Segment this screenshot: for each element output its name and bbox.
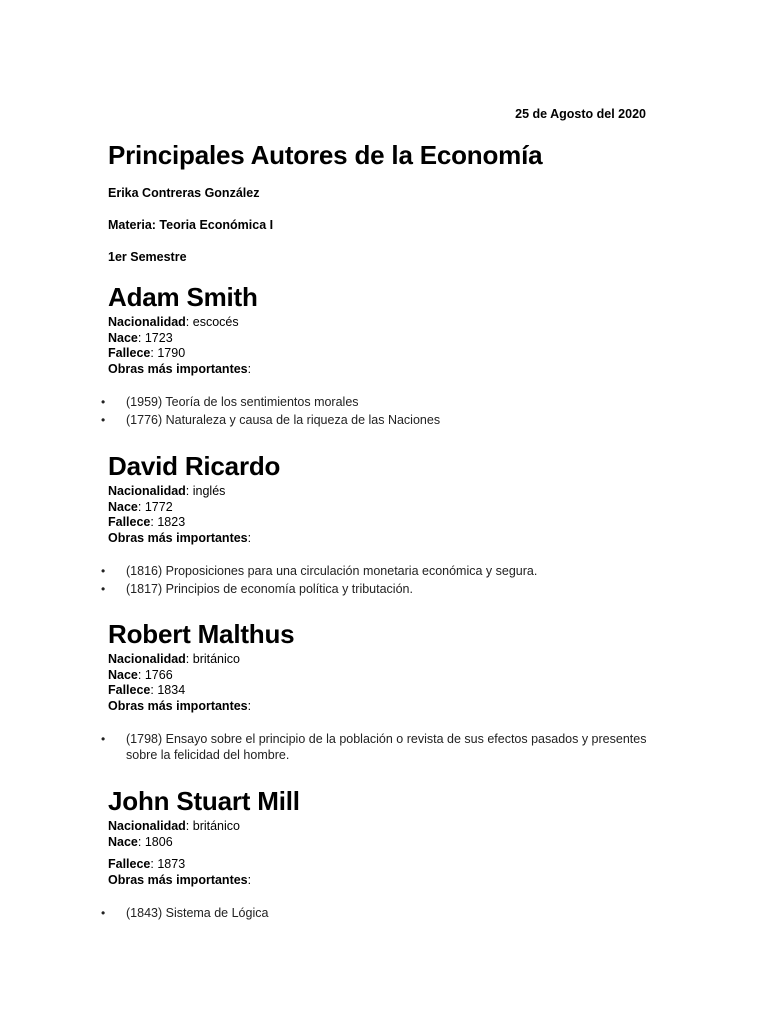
author-info xyxy=(108,315,648,377)
list-item xyxy=(0,905,648,921)
born-label: Nace xyxy=(108,499,138,514)
bullet-icon: • xyxy=(101,564,106,578)
died-row xyxy=(108,683,648,699)
works-list xyxy=(0,394,648,428)
works-suffix: : xyxy=(247,361,252,376)
document-title: Principales Autores de la Economía xyxy=(108,140,543,170)
author-section-john-stuart-mill xyxy=(101,786,648,923)
author-section-robert-malthus xyxy=(101,619,648,765)
works-row xyxy=(108,531,648,547)
works-suffix: : xyxy=(247,872,252,887)
bullet-icon: • xyxy=(101,413,106,427)
list-item xyxy=(0,394,648,410)
died-value: : 1823 xyxy=(150,515,186,529)
works-list xyxy=(0,563,648,597)
work-title: (1816) Proposiciones para una circulación monetaria económica y segura. xyxy=(126,564,538,578)
works-label: Obras más importantes xyxy=(108,698,248,713)
subject-line: Materia: Teoria Económica I xyxy=(108,218,274,232)
died-value: : 1790 xyxy=(150,346,186,360)
works-row xyxy=(108,699,648,715)
died-label: Fallece xyxy=(108,515,151,529)
works-row xyxy=(108,362,648,378)
author-name: John Stuart Mill xyxy=(108,786,300,816)
born-label: Nace xyxy=(108,330,138,345)
author-info xyxy=(108,819,648,888)
nationality-label: Nacionalidad xyxy=(108,315,186,329)
author-info xyxy=(108,652,648,714)
list-item xyxy=(0,412,648,428)
list-item xyxy=(0,581,648,597)
works-label: Obras más importantes xyxy=(108,361,248,376)
born-row xyxy=(108,668,648,684)
works-suffix: : xyxy=(247,698,252,713)
nationality-row xyxy=(108,315,648,331)
born-label: Nace xyxy=(108,667,138,682)
born-row xyxy=(108,835,648,851)
died-label: Fallece xyxy=(108,346,151,360)
work-title: (1798) Ensayo sobre el principio de la población o revista de sus efectos pasados y presentes sobre la felicidad del hombre. xyxy=(126,732,647,762)
author-name: David Ricardo xyxy=(108,451,281,481)
works-row xyxy=(108,873,648,889)
died-row xyxy=(108,857,648,873)
semester-line: 1er Semestre xyxy=(108,250,187,264)
bullet-icon: • xyxy=(101,395,106,409)
bullet-icon: • xyxy=(101,582,106,596)
born-value: : 1806 xyxy=(137,834,173,849)
works-label: Obras más importantes xyxy=(108,872,248,887)
died-value: : 1873 xyxy=(150,857,186,871)
work-title: (1959) Teoría de los sentimientos morales xyxy=(126,395,359,409)
nationality-row xyxy=(108,652,648,668)
work-title: (1843) Sistema de Lógica xyxy=(126,906,269,920)
nationality-label: Nacionalidad xyxy=(108,819,186,833)
nationality-value: : escocés xyxy=(185,315,239,329)
bullet-icon: • xyxy=(101,906,106,920)
works-label: Obras más importantes xyxy=(108,530,248,545)
died-value: : 1834 xyxy=(150,683,186,697)
died-row xyxy=(108,515,648,531)
author-section-david-ricardo xyxy=(101,451,648,599)
list-item xyxy=(0,731,648,763)
died-label: Fallece xyxy=(108,683,151,697)
author-name: Adam Smith xyxy=(108,282,258,312)
author-line: Erika Contreras González xyxy=(108,186,260,200)
nationality-value: : británico xyxy=(185,819,240,833)
nationality-label: Nacionalidad xyxy=(108,652,186,666)
author-name: Robert Malthus xyxy=(108,619,295,649)
works-list xyxy=(0,731,648,763)
born-value: : 1723 xyxy=(137,330,173,345)
nationality-label: Nacionalidad xyxy=(108,484,186,498)
born-row xyxy=(108,331,648,347)
work-title: (1776) Naturaleza y causa de la riqueza de las Naciones xyxy=(126,413,441,427)
nationality-row xyxy=(108,819,648,835)
nationality-row xyxy=(108,484,648,500)
list-item xyxy=(0,563,648,579)
work-title: (1817) Principios de economía política y tributación. xyxy=(126,582,413,596)
works-suffix: : xyxy=(247,530,252,545)
died-label: Fallece xyxy=(108,857,151,871)
author-info xyxy=(108,484,648,546)
born-value: : 1766 xyxy=(137,667,173,682)
bullet-icon: • xyxy=(101,732,106,746)
nationality-value: : británico xyxy=(185,652,240,666)
author-section-adam-smith xyxy=(101,282,648,430)
born-row xyxy=(108,500,648,516)
born-value: : 1772 xyxy=(137,499,173,514)
document-date: 25 de Agosto del 2020 xyxy=(515,107,646,121)
works-list xyxy=(0,905,648,921)
nationality-value: : inglés xyxy=(185,484,226,498)
born-label: Nace xyxy=(108,834,138,849)
died-row xyxy=(108,346,648,362)
